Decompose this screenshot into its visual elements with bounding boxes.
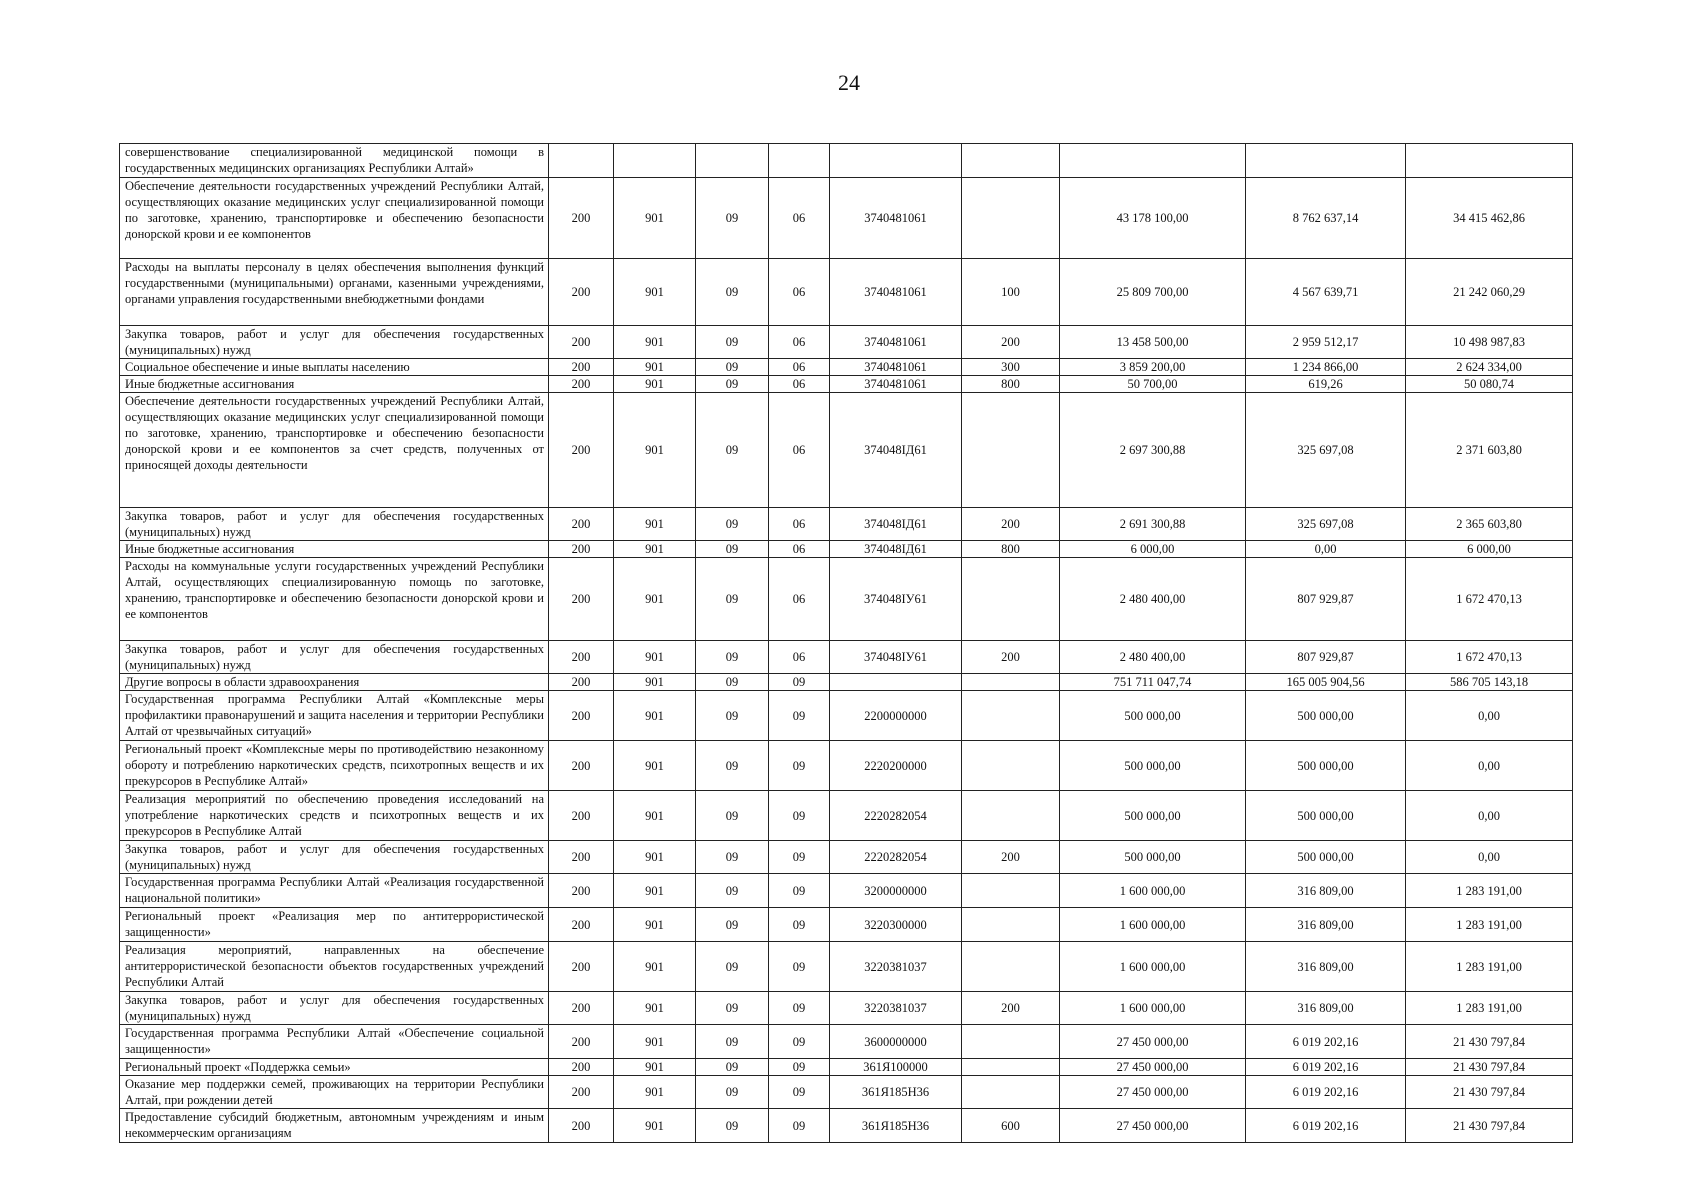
- row-description: Закупка товаров, работ и услуг для обеспечения государственных (муниципальных) нужд: [120, 841, 549, 874]
- row-description: Предоставление субсидий бюджетным, автономным учреждениям и иным некоммерческим организациям: [120, 1109, 549, 1143]
- row-section: 09: [696, 508, 769, 541]
- row-subsection: [769, 144, 830, 178]
- row-subsection: 09: [769, 691, 830, 741]
- row-executed-amount: 619,26: [1246, 376, 1406, 393]
- row-executed-amount: 807 929,87: [1246, 641, 1406, 674]
- row-description: Реализация мероприятий, направленных на обеспечение антитеррористической безопасности объектов государственных учреждений Республики Алтай: [120, 942, 549, 992]
- row-executed-amount: 8 762 637,14: [1246, 178, 1406, 259]
- row-description: Обеспечение деятельности государственных учреждений Республики Алтай, осуществляющих оказание медицинских услуг специализированной помощи по заготовке, хранению, транспортировке и обеспечению безопасности донорской крови и ее компонентов за счет средств, полученных от приносящей доходы деятельности: [120, 393, 549, 508]
- row-code-kvsr: 200: [549, 674, 614, 691]
- row-subsection: 06: [769, 641, 830, 674]
- row-target-article: 3220381037: [830, 992, 962, 1025]
- table-row: [120, 942, 1573, 992]
- row-description: Расходы на коммунальные услуги государственных учреждений Республики Алтай, осуществляющих специализированную помощь по заготовке, хранению, транспортировке и обеспечению безопасности донорской крови и ее компонентов: [120, 558, 549, 641]
- row-expense-type: 100: [962, 259, 1060, 326]
- row-code-grbs: 901: [614, 508, 696, 541]
- row-code-grbs: 901: [614, 376, 696, 393]
- row-expense-type: [962, 1076, 1060, 1109]
- row-section: 09: [696, 841, 769, 874]
- row-approved-amount: 6 000,00: [1060, 541, 1246, 558]
- row-description: Государственная программа Республики Алтай «Реализация государственной национальной политики»: [120, 874, 549, 908]
- row-subsection: 06: [769, 376, 830, 393]
- row-expense-type: 200: [962, 992, 1060, 1025]
- row-code-kvsr: 200: [549, 393, 614, 508]
- row-target-article: 3740481061: [830, 359, 962, 376]
- row-target-article: 3200000000: [830, 874, 962, 908]
- row-description: Обеспечение деятельности государственных учреждений Республики Алтай, осуществляющих оказание медицинских услуг специализированной помощи по заготовке, хранению, транспортировке и обеспечению безопасности донорской крови и ее компонентов: [120, 178, 549, 259]
- row-remaining-amount: 2 371 603,80: [1406, 393, 1573, 508]
- row-code-kvsr: 200: [549, 874, 614, 908]
- row-approved-amount: 27 450 000,00: [1060, 1109, 1246, 1143]
- row-description: Закупка товаров, работ и услуг для обеспечения государственных (муниципальных) нужд: [120, 326, 549, 359]
- row-subsection: 09: [769, 908, 830, 942]
- row-description: Государственная программа Республики Алтай «Комплексные меры профилактики правонарушений и защита населения и территории Республики Алтай от чрезвычайных ситуаций»: [120, 691, 549, 741]
- row-expense-type: 600: [962, 1109, 1060, 1143]
- row-section: 09: [696, 691, 769, 741]
- table-row: [120, 841, 1573, 874]
- row-remaining-amount: 0,00: [1406, 841, 1573, 874]
- row-code-kvsr: 200: [549, 359, 614, 376]
- row-approved-amount: 43 178 100,00: [1060, 178, 1246, 259]
- row-executed-amount: 325 697,08: [1246, 393, 1406, 508]
- row-section: 09: [696, 908, 769, 942]
- row-code-grbs: 901: [614, 1025, 696, 1059]
- row-remaining-amount: 21 242 060,29: [1406, 259, 1573, 326]
- row-executed-amount: [1246, 144, 1406, 178]
- row-description: Региональный проект «Поддержка семьи»: [120, 1059, 549, 1076]
- row-executed-amount: 316 809,00: [1246, 992, 1406, 1025]
- row-code-grbs: 901: [614, 791, 696, 841]
- row-description: совершенствование специализированной медицинской помощи в государственных медицинских организациях Республики Алтай»: [120, 144, 549, 178]
- row-code-grbs: 901: [614, 992, 696, 1025]
- row-target-article: 3740481061: [830, 326, 962, 359]
- row-code-grbs: 901: [614, 874, 696, 908]
- row-remaining-amount: 1 283 191,00: [1406, 942, 1573, 992]
- row-remaining-amount: 586 705 143,18: [1406, 674, 1573, 691]
- row-description: Социальное обеспечение и иные выплаты населению: [120, 359, 549, 376]
- row-section: 09: [696, 741, 769, 791]
- row-section: 09: [696, 874, 769, 908]
- row-expense-type: [962, 674, 1060, 691]
- row-subsection: 09: [769, 1059, 830, 1076]
- row-approved-amount: 2 480 400,00: [1060, 641, 1246, 674]
- row-expense-type: 200: [962, 641, 1060, 674]
- table-row: [120, 1059, 1573, 1076]
- row-section: 09: [696, 1025, 769, 1059]
- row-target-article: 374048ІД61: [830, 393, 962, 508]
- row-expense-type: 800: [962, 541, 1060, 558]
- row-code-kvsr: 200: [549, 841, 614, 874]
- row-section: 09: [696, 1076, 769, 1109]
- table-row: [120, 691, 1573, 741]
- row-code-kvsr: 200: [549, 741, 614, 791]
- row-section: 09: [696, 178, 769, 259]
- row-code-kvsr: [549, 144, 614, 178]
- row-target-article: 3740481061: [830, 259, 962, 326]
- row-description: Оказание мер поддержки семей, проживающих на территории Республики Алтай, при рождении детей: [120, 1076, 549, 1109]
- row-approved-amount: 1 600 000,00: [1060, 908, 1246, 942]
- row-subsection: 06: [769, 326, 830, 359]
- row-approved-amount: 13 458 500,00: [1060, 326, 1246, 359]
- row-target-article: 374048ІД61: [830, 541, 962, 558]
- table-row: [120, 508, 1573, 541]
- row-subsection: 09: [769, 1076, 830, 1109]
- row-subsection: 09: [769, 741, 830, 791]
- row-section: 09: [696, 393, 769, 508]
- row-target-article: 374048ІУ61: [830, 558, 962, 641]
- row-expense-type: 300: [962, 359, 1060, 376]
- row-target-article: 361Я100000: [830, 1059, 962, 1076]
- row-approved-amount: 25 809 700,00: [1060, 259, 1246, 326]
- row-subsection: 09: [769, 1025, 830, 1059]
- row-approved-amount: 1 600 000,00: [1060, 992, 1246, 1025]
- row-subsection: 09: [769, 674, 830, 691]
- row-approved-amount: 500 000,00: [1060, 791, 1246, 841]
- row-subsection: 09: [769, 1109, 830, 1143]
- row-code-grbs: 901: [614, 1076, 696, 1109]
- row-description: Реализация мероприятий по обеспечению проведения исследований на употребление наркотических средств и психотропных веществ и их прекурсоров в Республике Алтай: [120, 791, 549, 841]
- table-row: [120, 558, 1573, 641]
- row-remaining-amount: 0,00: [1406, 741, 1573, 791]
- row-target-article: 2220282054: [830, 841, 962, 874]
- row-executed-amount: 316 809,00: [1246, 908, 1406, 942]
- row-section: 09: [696, 326, 769, 359]
- row-executed-amount: 316 809,00: [1246, 942, 1406, 992]
- row-remaining-amount: 0,00: [1406, 691, 1573, 741]
- row-section: 09: [696, 541, 769, 558]
- row-remaining-amount: 1 672 470,13: [1406, 558, 1573, 641]
- row-target-article: 2200000000: [830, 691, 962, 741]
- row-executed-amount: 500 000,00: [1246, 791, 1406, 841]
- table-row: [120, 326, 1573, 359]
- row-expense-type: [962, 558, 1060, 641]
- table-row: [120, 393, 1573, 508]
- row-description: Региональный проект «Комплексные меры по противодействию незаконному обороту и потреблению наркотических средств, психотропных веществ и их прекурсоров в Республике Алтай»: [120, 741, 549, 791]
- row-expense-type: [962, 908, 1060, 942]
- row-expense-type: 200: [962, 326, 1060, 359]
- row-remaining-amount: 34 415 462,86: [1406, 178, 1573, 259]
- row-remaining-amount: 0,00: [1406, 791, 1573, 841]
- row-executed-amount: 6 019 202,16: [1246, 1076, 1406, 1109]
- row-section: [696, 144, 769, 178]
- row-remaining-amount: 6 000,00: [1406, 541, 1573, 558]
- table-row: [120, 259, 1573, 326]
- row-description: Иные бюджетные ассигнования: [120, 541, 549, 558]
- row-target-article: 3220381037: [830, 942, 962, 992]
- row-subsection: 06: [769, 541, 830, 558]
- row-code-kvsr: 200: [549, 641, 614, 674]
- page-number: 24: [838, 70, 860, 95]
- row-section: 09: [696, 1059, 769, 1076]
- row-code-kvsr: 200: [549, 541, 614, 558]
- row-approved-amount: 27 450 000,00: [1060, 1076, 1246, 1109]
- row-section: 09: [696, 674, 769, 691]
- row-code-grbs: 901: [614, 393, 696, 508]
- row-approved-amount: 500 000,00: [1060, 841, 1246, 874]
- row-section: 09: [696, 259, 769, 326]
- row-executed-amount: 2 959 512,17: [1246, 326, 1406, 359]
- table-row: [120, 1025, 1573, 1059]
- row-code-kvsr: 200: [549, 558, 614, 641]
- row-subsection: 06: [769, 259, 830, 326]
- row-description: Региональный проект «Реализация мер по антитеррористической защищенности»: [120, 908, 549, 942]
- row-expense-type: [962, 942, 1060, 992]
- row-target-article: 2220200000: [830, 741, 962, 791]
- row-subsection: 06: [769, 558, 830, 641]
- row-code-grbs: 901: [614, 841, 696, 874]
- row-section: 09: [696, 641, 769, 674]
- row-executed-amount: 500 000,00: [1246, 691, 1406, 741]
- row-description: Расходы на выплаты персоналу в целях обеспечения выполнения функций государственными (муниципальными) органами, казенными учреждениями, органами управления государственными внебюджетными фондами: [120, 259, 549, 326]
- row-expense-type: [962, 741, 1060, 791]
- row-subsection: 06: [769, 508, 830, 541]
- row-section: 09: [696, 376, 769, 393]
- row-code-kvsr: 200: [549, 908, 614, 942]
- row-approved-amount: 2 697 300,88: [1060, 393, 1246, 508]
- row-expense-type: [962, 144, 1060, 178]
- row-description: Иные бюджетные ассигнования: [120, 376, 549, 393]
- row-expense-type: [962, 874, 1060, 908]
- row-section: 09: [696, 791, 769, 841]
- row-expense-type: [962, 178, 1060, 259]
- row-executed-amount: 4 567 639,71: [1246, 259, 1406, 326]
- row-code-kvsr: 200: [549, 992, 614, 1025]
- row-approved-amount: 27 450 000,00: [1060, 1059, 1246, 1076]
- row-target-article: 3740481061: [830, 376, 962, 393]
- table-row: [120, 791, 1573, 841]
- row-remaining-amount: 1 283 191,00: [1406, 874, 1573, 908]
- table-row: [120, 641, 1573, 674]
- row-target-article: 2220282054: [830, 791, 962, 841]
- table-row: [120, 741, 1573, 791]
- row-remaining-amount: 1 283 191,00: [1406, 908, 1573, 942]
- row-code-grbs: 901: [614, 178, 696, 259]
- row-code-grbs: 901: [614, 691, 696, 741]
- table-row: [120, 359, 1573, 376]
- row-code-grbs: 901: [614, 1109, 696, 1143]
- row-code-grbs: 901: [614, 1059, 696, 1076]
- row-remaining-amount: 2 365 603,80: [1406, 508, 1573, 541]
- row-subsection: 06: [769, 178, 830, 259]
- row-code-kvsr: 200: [549, 1059, 614, 1076]
- row-executed-amount: 1 234 866,00: [1246, 359, 1406, 376]
- row-expense-type: [962, 691, 1060, 741]
- row-code-grbs: 901: [614, 674, 696, 691]
- row-code-kvsr: 200: [549, 942, 614, 992]
- row-expense-type: 200: [962, 841, 1060, 874]
- row-approved-amount: 3 859 200,00: [1060, 359, 1246, 376]
- row-target-article: [830, 144, 962, 178]
- table-row: [120, 178, 1573, 259]
- row-subsection: 06: [769, 359, 830, 376]
- row-approved-amount: 751 711 047,74: [1060, 674, 1246, 691]
- row-section: 09: [696, 1109, 769, 1143]
- row-executed-amount: 6 019 202,16: [1246, 1025, 1406, 1059]
- row-code-kvsr: 200: [549, 791, 614, 841]
- row-code-grbs: 901: [614, 641, 696, 674]
- row-subsection: 09: [769, 874, 830, 908]
- row-code-kvsr: 200: [549, 178, 614, 259]
- row-target-article: 3220300000: [830, 908, 962, 942]
- row-approved-amount: 1 600 000,00: [1060, 874, 1246, 908]
- row-executed-amount: 807 929,87: [1246, 558, 1406, 641]
- row-code-grbs: [614, 144, 696, 178]
- row-expense-type: 200: [962, 508, 1060, 541]
- row-expense-type: [962, 1059, 1060, 1076]
- row-executed-amount: 0,00: [1246, 541, 1406, 558]
- row-approved-amount: 27 450 000,00: [1060, 1025, 1246, 1059]
- row-subsection: 09: [769, 942, 830, 992]
- row-section: 09: [696, 992, 769, 1025]
- table-row: [120, 1109, 1573, 1143]
- table-row: [120, 1076, 1573, 1109]
- row-executed-amount: 500 000,00: [1246, 741, 1406, 791]
- row-subsection: 09: [769, 791, 830, 841]
- row-approved-amount: 500 000,00: [1060, 741, 1246, 791]
- row-description: Другие вопросы в области здравоохранения: [120, 674, 549, 691]
- row-approved-amount: 2 480 400,00: [1060, 558, 1246, 641]
- row-remaining-amount: 1 283 191,00: [1406, 992, 1573, 1025]
- row-remaining-amount: 21 430 797,84: [1406, 1076, 1573, 1109]
- table-row: [120, 144, 1573, 178]
- row-code-grbs: 901: [614, 259, 696, 326]
- row-expense-type: [962, 393, 1060, 508]
- row-approved-amount: 500 000,00: [1060, 691, 1246, 741]
- table-row: [120, 992, 1573, 1025]
- row-section: 09: [696, 359, 769, 376]
- table-row: [120, 674, 1573, 691]
- row-expense-type: [962, 791, 1060, 841]
- row-target-article: 374048ІД61: [830, 508, 962, 541]
- row-code-kvsr: 200: [549, 259, 614, 326]
- row-target-article: 3740481061: [830, 178, 962, 259]
- row-approved-amount: [1060, 144, 1246, 178]
- row-executed-amount: 6 019 202,16: [1246, 1059, 1406, 1076]
- row-code-kvsr: 200: [549, 691, 614, 741]
- row-code-kvsr: 200: [549, 508, 614, 541]
- row-code-grbs: 901: [614, 558, 696, 641]
- row-code-kvsr: 200: [549, 326, 614, 359]
- row-target-article: 361Я185Н36: [830, 1109, 962, 1143]
- row-code-grbs: 901: [614, 741, 696, 791]
- row-code-grbs: 901: [614, 326, 696, 359]
- row-remaining-amount: [1406, 144, 1573, 178]
- row-expense-type: [962, 1025, 1060, 1059]
- row-subsection: 09: [769, 841, 830, 874]
- row-executed-amount: 165 005 904,56: [1246, 674, 1406, 691]
- row-target-article: 3600000000: [830, 1025, 962, 1059]
- row-code-grbs: 901: [614, 359, 696, 376]
- row-target-article: 374048ІУ61: [830, 641, 962, 674]
- row-target-article: [830, 674, 962, 691]
- row-description: Закупка товаров, работ и услуг для обеспечения государственных (муниципальных) нужд: [120, 992, 549, 1025]
- row-executed-amount: 325 697,08: [1246, 508, 1406, 541]
- row-code-kvsr: 200: [549, 376, 614, 393]
- row-remaining-amount: 1 672 470,13: [1406, 641, 1573, 674]
- row-approved-amount: 2 691 300,88: [1060, 508, 1246, 541]
- row-code-kvsr: 200: [549, 1025, 614, 1059]
- budget-table: [119, 143, 1573, 1143]
- table-row: [120, 874, 1573, 908]
- row-subsection: 09: [769, 992, 830, 1025]
- row-approved-amount: 50 700,00: [1060, 376, 1246, 393]
- row-description: Закупка товаров, работ и услуг для обеспечения государственных (муниципальных) нужд: [120, 508, 549, 541]
- row-code-grbs: 901: [614, 908, 696, 942]
- row-remaining-amount: 21 430 797,84: [1406, 1059, 1573, 1076]
- row-code-kvsr: 200: [549, 1109, 614, 1143]
- row-executed-amount: 316 809,00: [1246, 874, 1406, 908]
- table-row: [120, 376, 1573, 393]
- row-description: Государственная программа Республики Алтай «Обеспечение социальной защищенности»: [120, 1025, 549, 1059]
- row-subsection: 06: [769, 393, 830, 508]
- row-code-grbs: 901: [614, 942, 696, 992]
- row-executed-amount: 500 000,00: [1246, 841, 1406, 874]
- row-remaining-amount: 21 430 797,84: [1406, 1109, 1573, 1143]
- row-remaining-amount: 21 430 797,84: [1406, 1025, 1573, 1059]
- table-row: [120, 908, 1573, 942]
- row-expense-type: 800: [962, 376, 1060, 393]
- row-remaining-amount: 50 080,74: [1406, 376, 1573, 393]
- row-target-article: 361Я185Н36: [830, 1076, 962, 1109]
- row-description: Закупка товаров, работ и услуг для обеспечения государственных (муниципальных) нужд: [120, 641, 549, 674]
- row-code-grbs: 901: [614, 541, 696, 558]
- row-section: 09: [696, 942, 769, 992]
- table-row: [120, 541, 1573, 558]
- row-approved-amount: 1 600 000,00: [1060, 942, 1246, 992]
- row-remaining-amount: 2 624 334,00: [1406, 359, 1573, 376]
- row-section: 09: [696, 558, 769, 641]
- row-code-kvsr: 200: [549, 1076, 614, 1109]
- row-executed-amount: 6 019 202,16: [1246, 1109, 1406, 1143]
- row-remaining-amount: 10 498 987,83: [1406, 326, 1573, 359]
